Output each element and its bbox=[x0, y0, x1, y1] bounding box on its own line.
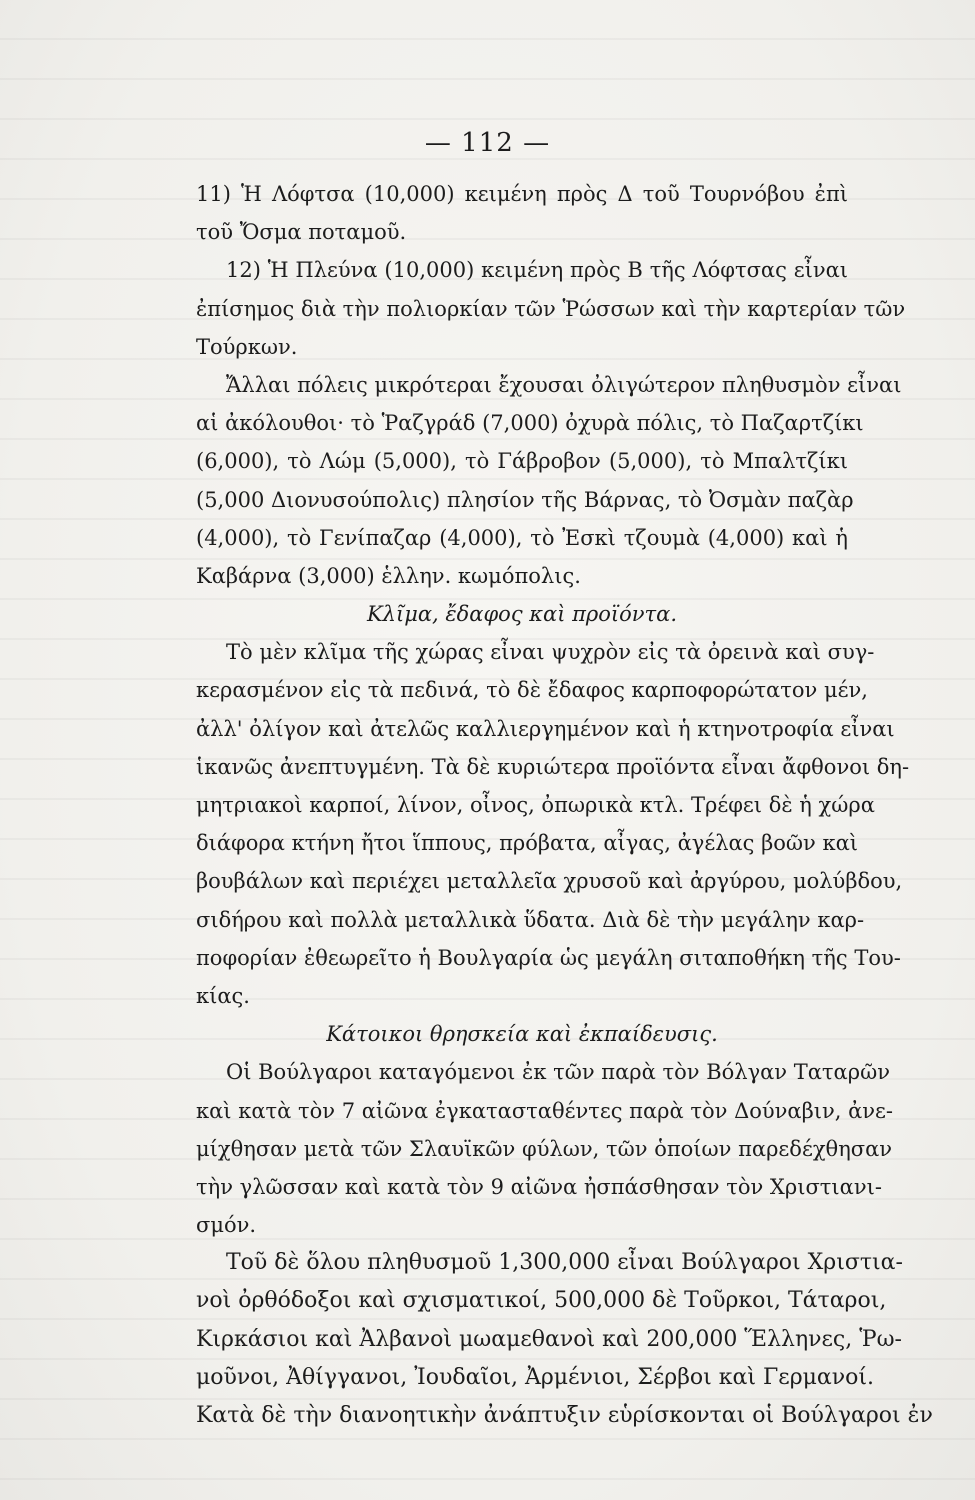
text-line: 11) Ἡ Λόφτσα (10,000) κειμένη πρὸς Δ τοῦ Τουρνόβου ἐπὶ bbox=[196, 182, 848, 206]
text-line: Καβάρνα (3,000) ἑλλην. κωμόπολις. bbox=[196, 563, 581, 588]
text-line: κίας. bbox=[196, 983, 250, 1008]
text-line: 12) Ἡ Πλεύνα (10,000) κειμένη πρὸς Β τῆς Λόφτσας εἶναι bbox=[226, 258, 848, 283]
text-line: Κιρκάσιοι καὶ Ἀλβανοὶ μωαμεθανοὶ καὶ 200,000 Ἕλληνες, Ῥω- bbox=[196, 1326, 902, 1352]
text-line: ἐπίσημος διὰ τὴν πολιορκίαν τῶν Ῥώσσων καὶ τὴν καρτερίαν τῶν bbox=[196, 296, 906, 321]
text-line: βουβάλων καὶ περιέχει μεταλλεῖα χρυσοῦ καὶ ἀργύρου, μολύβδου, bbox=[196, 869, 903, 894]
text-line: Οἱ Βούλγαροι καταγόμενοι ἐκ τῶν παρὰ τὸν Βόλγαν Ταταρῶν bbox=[226, 1060, 890, 1085]
text-line: κερασμένον εἰς τὰ πεδινά, τὸ δὲ ἔδαφος καρποφορώτατον μέν, bbox=[196, 678, 868, 703]
text-line: σμόν. bbox=[196, 1213, 257, 1238]
page-body bbox=[196, 175, 933, 1435]
text-line: καὶ κατὰ τὸν 7 αἰῶνα ἐγκατασταθέντες παρὰ τὸν Δούναβιν, ἀνε- bbox=[196, 1098, 893, 1123]
text-line: Τούρκων. bbox=[196, 334, 298, 359]
text-line: τοῦ Ὄσμα ποταμοῦ. bbox=[196, 220, 407, 245]
text-line: (5,000 Διονυσούπολις) πλησίον τῆς Βάρνας, τὸ Ὀσμὰν παζὰρ bbox=[196, 487, 854, 512]
text-line: μίχθησαν μετὰ τῶν Σλαυϊκῶν φύλων, τῶν ὁποίων παρεδέχθησαν bbox=[196, 1136, 893, 1161]
page-number: — 112 — bbox=[424, 128, 551, 158]
text-line: μοῦνοι, Ἀθίγγανοι, Ἰουδαῖοι, Ἀρμένιοι, Σέρβοι καὶ Γερμανοί. bbox=[196, 1364, 875, 1390]
text-line: διάφορα κτήνη ἤτοι ἵππους, πρόβατα, αἶγας, ἀγέλας βοῶν καὶ bbox=[196, 831, 859, 856]
text-line: Τοῦ δὲ ὅλου πληθυσμοῦ 1,300,000 εἶναι Βούλγαροι Χριστια- bbox=[226, 1250, 903, 1276]
text-line: (6,000), τὸ Λώμ (5,000), τὸ Γάβροβον (5,000), τὸ Μπαλτζίκι bbox=[196, 449, 848, 474]
section-heading: Κάτοικοι θρησκεία καὶ ἐκπαίδευσις. bbox=[326, 1022, 718, 1047]
section-heading: Κλῖμα, ἔδαφος καὶ προϊόντα. bbox=[366, 602, 678, 627]
text-line: σιδήρου καὶ πολλὰ μεταλλικὰ ὕδατα. Διὰ δὲ τὴν μεγάλην καρ- bbox=[196, 907, 865, 932]
text-line: μητριακοὶ καρποί, λίνον, οἶνος, ὀπωρικὰ κτλ. Τρέφει δὲ ἡ χώρα bbox=[196, 793, 875, 817]
text-line: Τὸ μὲν κλῖμα τῆς χώρας εἶναι ψυχρὸν εἰς τὰ ὀρεινὰ καὶ συγ- bbox=[226, 640, 875, 665]
text-line: τὴν γλῶσσαν καὶ κατὰ τὸν 9 αἰῶνα ἠσπάσθησαν τὸν Χριστιανι- bbox=[196, 1174, 882, 1199]
text-line: Ἄλλαι πόλεις μικρότεραι ἔχουσαι ὀλιγώτερον πληθυσμὸν εἶναι bbox=[226, 372, 902, 397]
text-line: αἱ ἀκόλουθοι· τὸ Ῥαζγράδ (7,000) ὀχυρὰ πόλις, τὸ Παζαρτζίκι bbox=[196, 411, 864, 436]
text-line: ἱκανῶς ἀνεπτυγμένη. Τὰ δὲ κυριώτερα προϊόντα εἶναι ἄφθονοι δη- bbox=[196, 754, 910, 779]
text-line: (4,000), τὸ Γενίπαζαρ (4,000), τὸ Ἐσκὶ τζουμὰ (4,000) καὶ ἡ bbox=[196, 525, 848, 550]
text-line: Κατὰ δὲ τὴν διανοητικὴν ἀνάπτυξιν εὑρίσκονται οἱ Βούλγαροι ἐν bbox=[196, 1403, 933, 1428]
text-line: ἀλλ' ὀλίγον καὶ ἀτελῶς καλλιεργημένον καὶ ἡ κτηνοτροφία εἶναι bbox=[196, 716, 895, 741]
text-line: νοὶ ὀρθόδοξοι καὶ σχισματικοί, 500,000 δὲ Τοῦρκοι, Τάταροι, bbox=[196, 1288, 887, 1314]
text-line: ποφορίαν ἐθεωρεῖτο ἡ Βουλγαρία ὡς μεγάλη σιταποθήκη τῆς Του- bbox=[196, 945, 901, 970]
